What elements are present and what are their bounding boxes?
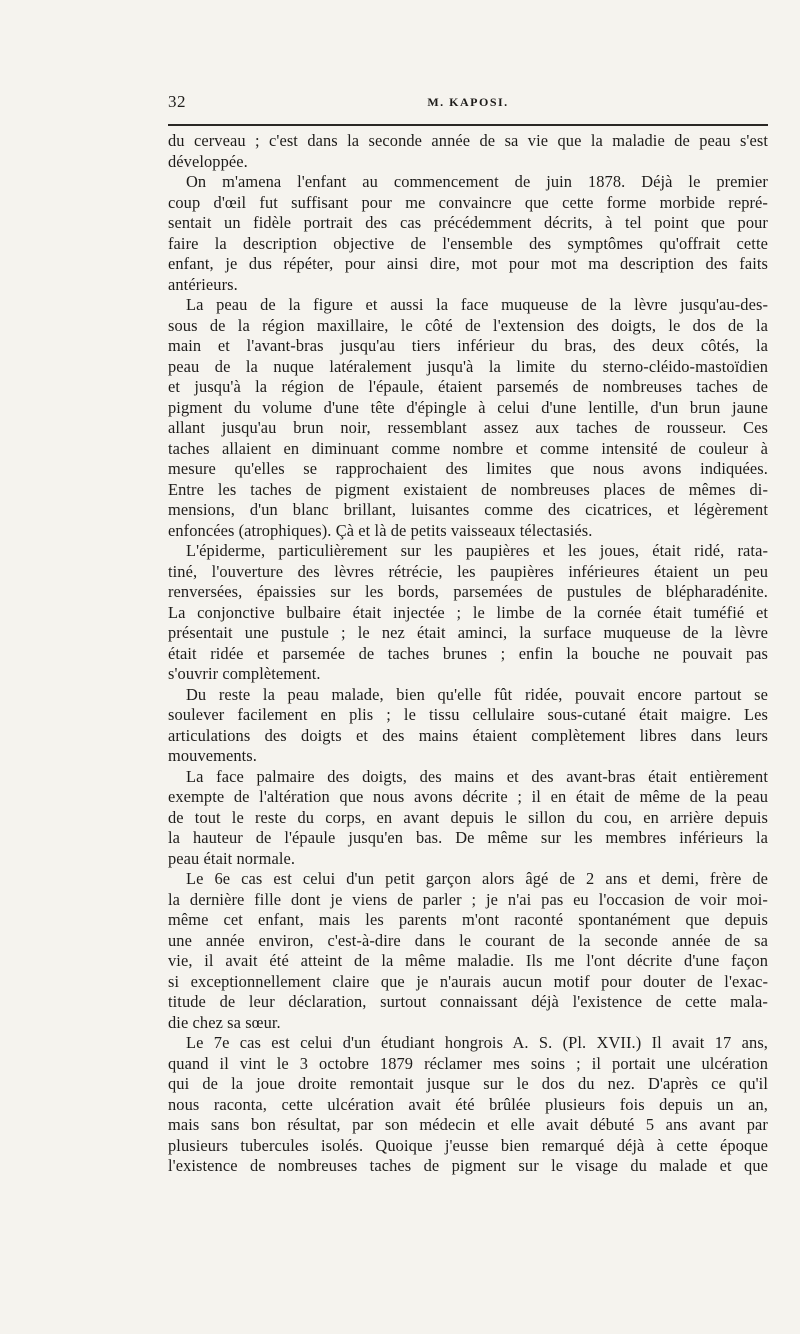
text-line: développée. [168,151,248,171]
text-line: la dernière fille dont je viens de parler ; je n'ai pas eu l'occasion de voir moi- [168,889,768,909]
text-line: enfant, je dus répéter, pour ainsi dire, mot pour mot ma description des faits [168,254,768,273]
text-line: était ridée et parsemée de taches brunes ; enfin la bouche ne pouvait pas [168,643,768,663]
text-line: L'épiderme, particulièrement sur les paupières et les joues, était ridé, rata- [186,541,768,560]
header-rule [168,124,768,126]
text-line: main et l'avant-bras jusqu'au tiers inférieur du bras, des deux côtés, la [168,336,768,355]
text-line: faire la description objective de l'ensemble des symptômes qu'offrait cette [168,233,768,253]
text-line: nous raconta, cette ulcération avait été brûlée plusieurs fois depuis un an, [168,1094,768,1114]
text-line: Entre les taches de pigment existaient de nombreuses places de mêmes di- [168,479,768,499]
text-line: Du reste la peau malade, bien qu'elle fût ridée, pouvait encore partout se [186,684,768,704]
text-line: si exceptionnellement claire que je n'aurais aucun motif pour douter de l'exac- [168,971,768,991]
text-line: La conjonctive bulbaire était injectée ; le limbe de la cornée était tuméfié et [168,602,768,622]
body-text [168,131,768,1177]
text-line: de tout le reste du corps, en avant depuis le sillon du cou, en arrière depuis [168,807,768,827]
text-line: soulever facilement en plis ; le tissu cellulaire sous-cutané était maigre. Les [168,705,768,724]
text-line: une année environ, c'est-à-dire dans le courant de la seconde année de sa [168,930,768,950]
text-line: enfoncées (atrophiques). Çà et là de petits vaisseaux télectasiés. [168,520,593,540]
text-line: peau de la nuque latéralement jusqu'à la limite du sterno-cléido-mastoïdien [168,356,768,376]
text-line: die chez sa sœur. [168,1012,281,1032]
text-line: articulations des doigts et des mains étaient complètement libres dans leurs [168,725,768,745]
running-head: M. KAPOSI. [427,95,509,109]
text-line: titude de leur déclaration, surtout connaissant déjà l'existence de cette mala- [168,992,768,1011]
text-line: peau était normale. [168,848,296,868]
text-line: tiné, l'ouverture des lèvres rétrécie, les paupières inférieures étaient un peu [168,561,768,581]
text-line: s'ouvrir complètement. [168,664,321,683]
text-line: du cerveau ; c'est dans la seconde année de sa vie que la maladie de peau s'est [168,131,768,150]
text-line: mesure qu'elles se rapprochaient des limites que nous avons indiquées. [168,459,768,478]
text-line: Le 7e cas est celui d'un étudiant hongrois A. S. (Pl. XVII.) Il avait 17 ans, [186,1033,768,1052]
text-line: mais sans bon résultat, par son médecin et elle avait débuté 5 ans avant par [168,1115,768,1134]
text-line: renversées, épaissies sur les bords, parsemées de pustules de blépharadénite. [168,582,768,601]
text-line: antérieurs. [168,274,238,294]
text-line: plusieurs tubercules isolés. Quoique j'eusse bien remarqué déjà à cette époque [168,1135,768,1155]
text-line: pigment du volume d'une tête d'épingle à celui d'une lentille, d'un brun jaune [168,397,768,417]
page-number: 32 [168,92,186,111]
text-line: allant jusqu'au brun noir, ressemblant assez aux taches de rousseur. Ces [168,418,768,437]
text-line: Le 6e cas est celui d'un petit garçon alors âgé de 2 ans et demi, frère de [186,869,768,888]
text-line: On m'amena l'enfant au commencement de juin 1878. Déjà le premier [186,172,768,191]
text-line: même cet enfant, mais les parents m'ont raconté spontanément que depuis [168,910,768,929]
text-line: La peau de la figure et aussi la face muqueuse de la lèvre jusqu'au-des- [186,295,768,314]
text-line: La face palmaire des doigts, des mains et des avant-bras était entièrement [186,766,768,786]
text-line: mensions, d'un blanc brillant, luisantes comme des cicatrices, et légèrement [168,500,768,519]
text-line: vie, il avait été atteint de la même maladie. Ils me l'ont décrite d'une façon [168,951,768,970]
text-line: sentait un fidèle portrait des cas précédemment décrits, à tel point que pour [168,213,768,232]
text-line: qui de la joue droite remontait jusque sur le dos du nez. D'après ce qu'il [168,1074,768,1093]
text-line: présentait une pustule ; le nez était aminci, la surface muqueuse de la lèvre [168,623,768,642]
text-line: et jusqu'à la région de l'épaule, étaient parsemés de nombreuses taches de [168,377,768,396]
text-line: quand il vint le 3 octobre 1879 réclamer mes soins ; il portait une ulcération [168,1053,768,1073]
text-line: l'existence de nombreuses taches de pigment sur le visage du malade et que [168,1156,768,1175]
text-line: la hauteur de l'épaule jusqu'en bas. De même sur les membres inférieurs la [168,828,768,847]
text-line: sous de la région maxillaire, le côté de l'extension des doigts, le dos de la [168,315,768,335]
text-line: taches allaient en diminuant comme nombre et comme intensité de couleur à [168,438,768,458]
text-line: coup d'œil fut suffisant pour me convaincre que cette forme morbide repré- [168,192,768,212]
text-line: exempte de l'altération que nous avons décrite ; il en était de même de la peau [168,787,768,806]
page-header [168,92,768,118]
text-line: mouvements. [168,746,257,765]
